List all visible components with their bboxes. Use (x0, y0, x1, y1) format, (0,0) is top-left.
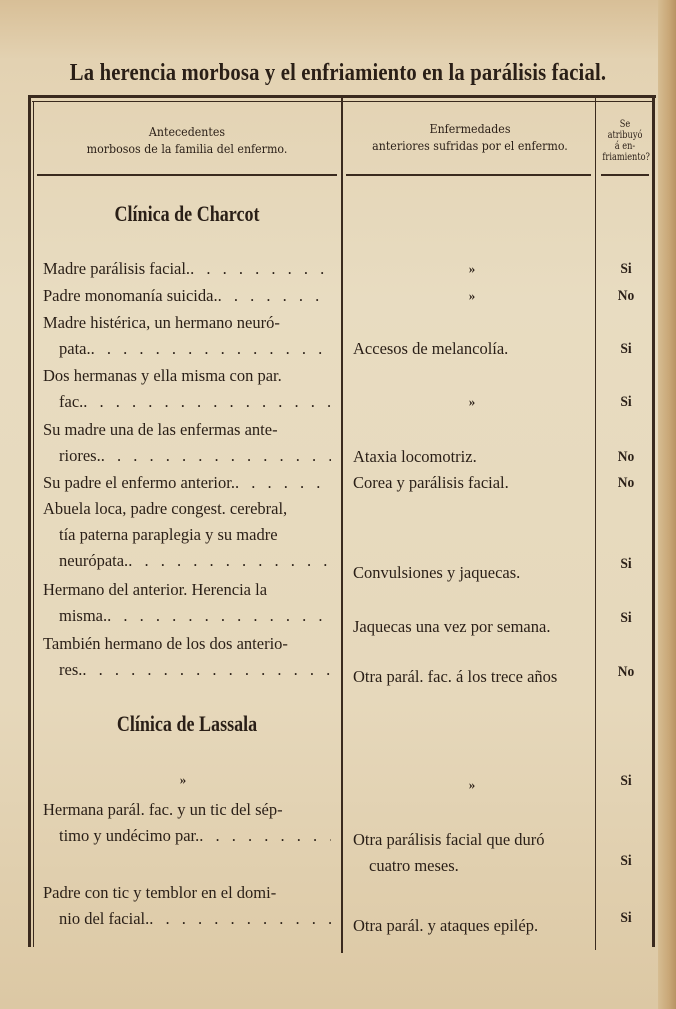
antecedentes-cell (43, 767, 331, 793)
leader-dots (218, 283, 331, 309)
cell-text: Padre monomanía suicida. (43, 286, 218, 305)
antecedentes-cell (43, 363, 331, 415)
cell-text: Accesos de melancolía. (353, 339, 509, 358)
header-rule (37, 174, 337, 176)
cell-text: fac. (59, 392, 84, 411)
cell-line (43, 880, 331, 906)
enfriamiento-cell: Si (620, 261, 632, 277)
leader-dots (149, 906, 331, 932)
cell-line (43, 797, 331, 823)
cell-text: » (468, 394, 476, 409)
cell-line (43, 443, 331, 469)
antecedentes-cell (43, 577, 331, 629)
cell-text: tía paterna paraplegia y su madre (59, 525, 278, 544)
antecedentes-cell (43, 496, 331, 574)
leader-dots (128, 548, 331, 574)
table-border-left (28, 95, 31, 947)
enfermedades-cell (353, 614, 591, 640)
cell-text: cuatro meses. (369, 856, 459, 875)
cell-text: riores. (59, 446, 101, 465)
cell-line (43, 283, 331, 309)
cell-text: Ataxia locomotriz. (353, 447, 477, 466)
enfriamiento-cell: No (617, 288, 635, 304)
antecedentes-cell (43, 256, 331, 282)
enfriamiento-cell: Si (620, 556, 632, 572)
column-header-enfriamiento (602, 118, 650, 163)
enfermedades-cell (353, 913, 591, 939)
header-line: morbosos de la familia del enfermo. (86, 142, 288, 156)
enfriamiento-cell: No (617, 449, 635, 465)
cell-text: Abuela loca, padre congest. cerebral, (43, 499, 288, 518)
cell-text: misma. (59, 606, 108, 625)
cell-line (43, 310, 331, 336)
header-line: anteriores sufridas por el enfermo. (372, 139, 568, 153)
cell-line (43, 417, 331, 443)
enfriamiento-cell: Si (620, 853, 632, 869)
enfermedades-cell (353, 283, 591, 309)
cell-text: » (468, 777, 476, 792)
cell-text: neurópata. (59, 551, 129, 570)
cell-line (43, 657, 331, 683)
page-edge (658, 0, 676, 1009)
cell-text: pata. (59, 339, 91, 358)
cell-line (43, 548, 331, 574)
leader-dots (101, 443, 331, 469)
header-line: friamiento? (602, 151, 650, 163)
enfermedades-cell (353, 664, 591, 690)
enfermedades-cell (353, 336, 591, 362)
cell-line (43, 256, 331, 282)
cell-line (43, 906, 331, 932)
table-border-left-inner (33, 101, 34, 947)
cell-text: Madre parálisis facial. (43, 259, 191, 278)
page-title: La herencia morbosa y el enfriamiento en la parálisis facial. (69, 60, 607, 86)
cell-text: Corea y parálisis facial. (353, 473, 509, 492)
leader-dots (199, 823, 331, 849)
section-heading: Clínica de Lassala (116, 711, 258, 736)
header-line: Se atribuyó (607, 118, 643, 141)
enfriamiento-cell: No (617, 475, 635, 491)
cell-text: Otra parál. y ataques epilép. (353, 916, 539, 935)
cell-text: timo y undécimo par. (59, 826, 200, 845)
cell-line (43, 496, 331, 522)
cell-line (43, 522, 331, 548)
header-line: á en- (614, 140, 636, 152)
header-rule (346, 174, 591, 176)
antecedentes-cell (43, 417, 331, 469)
column-header-antecedentes (49, 124, 325, 158)
cell-text: Hermana parál. fac. y un tic del sép- (43, 800, 283, 819)
table-border-top-inner (32, 101, 654, 102)
enfriamiento-cell: Si (620, 773, 632, 789)
cell-text: Otra parálisis facial que duró (353, 830, 545, 849)
cell-line (43, 823, 331, 849)
cell-text: » (468, 288, 476, 303)
table-border-right (652, 95, 655, 947)
cell-line (43, 767, 331, 793)
antecedentes-cell (43, 631, 331, 683)
cell-text: » (179, 772, 187, 787)
cell-text: También hermano de los dos anterio- (43, 634, 288, 653)
enfermedades-cell (353, 444, 591, 470)
cell-line (43, 631, 331, 657)
cell-text: » (468, 261, 476, 276)
enfriamiento-cell: Si (620, 341, 632, 357)
cell-line (43, 336, 331, 362)
cell-text: Padre con tic y temblor en el domi- (43, 883, 277, 902)
antecedentes-cell (43, 283, 331, 309)
cell-line (43, 603, 331, 629)
leader-dots (235, 470, 331, 496)
cell-line (43, 470, 331, 496)
section-heading: Clínica de Charcot (114, 201, 260, 226)
enfriamiento-cell: Si (620, 910, 632, 926)
leader-dots (190, 256, 331, 282)
cell-text: Otra parál. fac. á los trece años (353, 667, 558, 686)
enfermedades-cell (353, 256, 591, 282)
enfriamiento-cell: No (617, 664, 635, 680)
cell-text: Su padre el enfermo anterior. (43, 473, 235, 492)
cell-line (43, 577, 331, 603)
leader-dots (83, 389, 331, 415)
header-line: Enfermedades (429, 122, 511, 136)
enfermedades-cell (353, 772, 591, 798)
header-rule (601, 174, 649, 176)
enfriamiento-cell: Si (620, 394, 632, 410)
antecedentes-cell (43, 470, 331, 496)
enfriamiento-cell: Si (620, 610, 632, 626)
cell-line (43, 389, 331, 415)
enfermedades-cell (353, 470, 591, 496)
cell-text: res. (59, 660, 83, 679)
antecedentes-cell (43, 797, 331, 849)
enfermedades-cell (353, 389, 591, 415)
enfermedades-cell (353, 560, 591, 586)
cell-text: Dos hermanas y ella misma con par. (43, 366, 282, 385)
column-divider (595, 98, 596, 950)
leader-dots (107, 603, 331, 629)
cell-text: Madre histérica, un hermano neuró- (43, 313, 280, 332)
antecedentes-cell (43, 880, 331, 932)
cell-text: Convulsiones y jaquecas. (353, 563, 521, 582)
leader-dots (82, 657, 331, 683)
cell-text: Hermano del anterior. Herencia la (43, 580, 268, 599)
leader-dots (91, 336, 331, 362)
cell-text: Jaquecas una vez por semana. (353, 617, 551, 636)
enfermedades-cell (353, 827, 591, 879)
cell-line (43, 363, 331, 389)
column-header-enfermedades (356, 121, 584, 155)
cell-text: Su madre una de las enfermas ante- (43, 420, 278, 439)
column-divider (341, 98, 343, 953)
cell-text: nio del facial. (59, 909, 150, 928)
header-line: Antecedentes (148, 125, 226, 139)
antecedentes-cell (43, 310, 331, 362)
